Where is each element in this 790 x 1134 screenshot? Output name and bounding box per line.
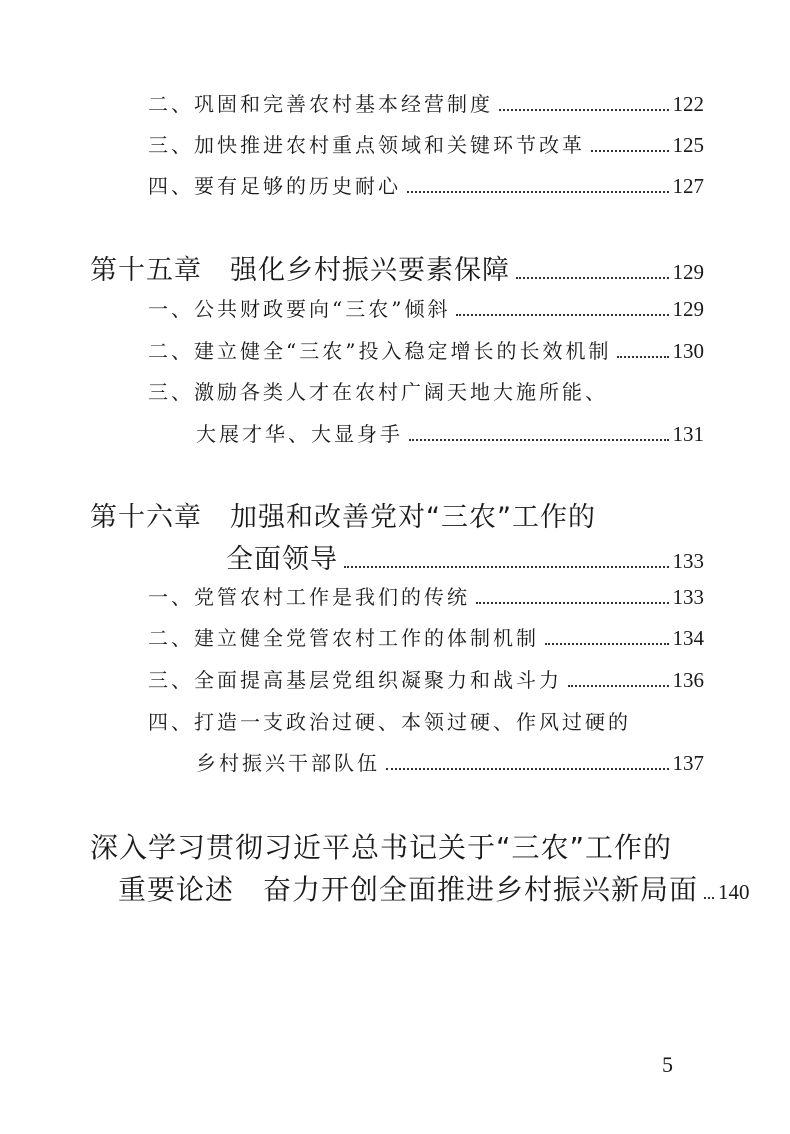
- page-number: 5: [662, 1052, 673, 1077]
- toc-chapter-entry[interactable]: [90, 248, 704, 287]
- toc-chapter-entry-first-line[interactable]: [90, 495, 704, 534]
- toc-page-ref: 127: [672, 174, 704, 198]
- article-title: 深入学习贯彻习近平总书记关于“三农”工作的: [90, 831, 673, 864]
- toc-page-ref: 129: [672, 260, 704, 284]
- toc-page-ref: 133: [672, 585, 704, 609]
- toc-page-ref: 125: [672, 133, 704, 157]
- chapter-title-cont: 全面领导: [226, 544, 338, 575]
- dot-leader: [591, 149, 669, 152]
- toc-entry-title: 二、建立健全“三农”投入稳定增长的长效机制: [148, 339, 612, 363]
- toc-entry-title: 二、建立健全党管农村工作的体制机制: [148, 626, 539, 650]
- toc-entry-title: 三、激励各类人才在农村广阔天地大施所能、: [148, 380, 608, 404]
- toc-entry[interactable]: [148, 170, 704, 199]
- toc-entry[interactable]: [148, 88, 704, 117]
- toc-chapter-entry-continuation[interactable]: [226, 537, 704, 576]
- toc-page-ref: 131: [672, 422, 704, 446]
- toc-page-ref: 134: [672, 626, 704, 650]
- toc-entry[interactable]: [148, 622, 704, 651]
- toc-article-entry-continuation[interactable]: [118, 868, 750, 908]
- toc-entry-first-line[interactable]: [148, 706, 704, 735]
- dot-leader: [344, 565, 669, 568]
- dot-leader: [499, 108, 669, 111]
- toc-entry-title: 一、党管农村工作是我们的传统: [148, 585, 470, 609]
- article-title-cont: 重要论述 奋力开创全面推进乡村振兴新局面: [118, 873, 699, 906]
- toc-page-ref: 140: [718, 880, 750, 904]
- dot-leader: [617, 355, 668, 358]
- toc-entry-continuation[interactable]: [196, 747, 704, 776]
- dot-leader: [516, 276, 669, 279]
- toc-entry[interactable]: [148, 581, 704, 610]
- toc-entry[interactable]: [148, 335, 704, 364]
- toc-page-ref: 130: [672, 339, 704, 363]
- chapter-title: 第十六章 加强和改善党对“三农”工作的: [90, 502, 596, 533]
- toc-entry-title: 三、加快推进农村重点领域和关键环节改革: [148, 133, 585, 157]
- toc-entry[interactable]: [148, 293, 704, 322]
- toc-entry-title: 三、全面提高基层党组织凝聚力和战斗力: [148, 668, 562, 692]
- dot-leader: [456, 313, 668, 316]
- dot-leader: [704, 896, 714, 899]
- toc-page-ref: 129: [672, 297, 704, 321]
- toc-entry-title: 四、要有足够的历史耐心: [148, 174, 401, 198]
- toc-page-ref: 136: [672, 668, 704, 692]
- dot-leader: [545, 642, 669, 645]
- dot-leader: [568, 684, 669, 687]
- toc-entry[interactable]: [148, 664, 704, 693]
- toc-entry-title-cont: 乡村振兴干部队伍: [196, 751, 380, 775]
- toc-article-entry-first-line[interactable]: [90, 826, 704, 866]
- toc-entry-continuation[interactable]: [196, 418, 704, 447]
- toc-entry-first-line[interactable]: [148, 376, 704, 405]
- toc-entry-title: 一、公共财政要向“三农”倾斜: [148, 297, 451, 321]
- chapter-title: 第十五章 强化乡村振兴要素保障: [90, 255, 510, 286]
- toc-entry-title: 二、巩固和完善农村基本经营制度: [148, 92, 493, 116]
- toc-entry-title-cont: 大展才华、大显身手: [196, 422, 403, 446]
- toc-entry-title: 四、打造一支政治过硬、本领过硬、作风过硬的: [148, 710, 631, 734]
- toc-page-ref: 122: [672, 92, 704, 116]
- toc-page-ref: 133: [672, 549, 704, 573]
- dot-leader: [386, 767, 669, 770]
- dot-leader: [409, 438, 669, 441]
- dot-leader: [476, 601, 669, 604]
- dot-leader: [407, 190, 669, 193]
- toc-entry[interactable]: [148, 129, 704, 158]
- toc-page-ref: 137: [672, 751, 704, 775]
